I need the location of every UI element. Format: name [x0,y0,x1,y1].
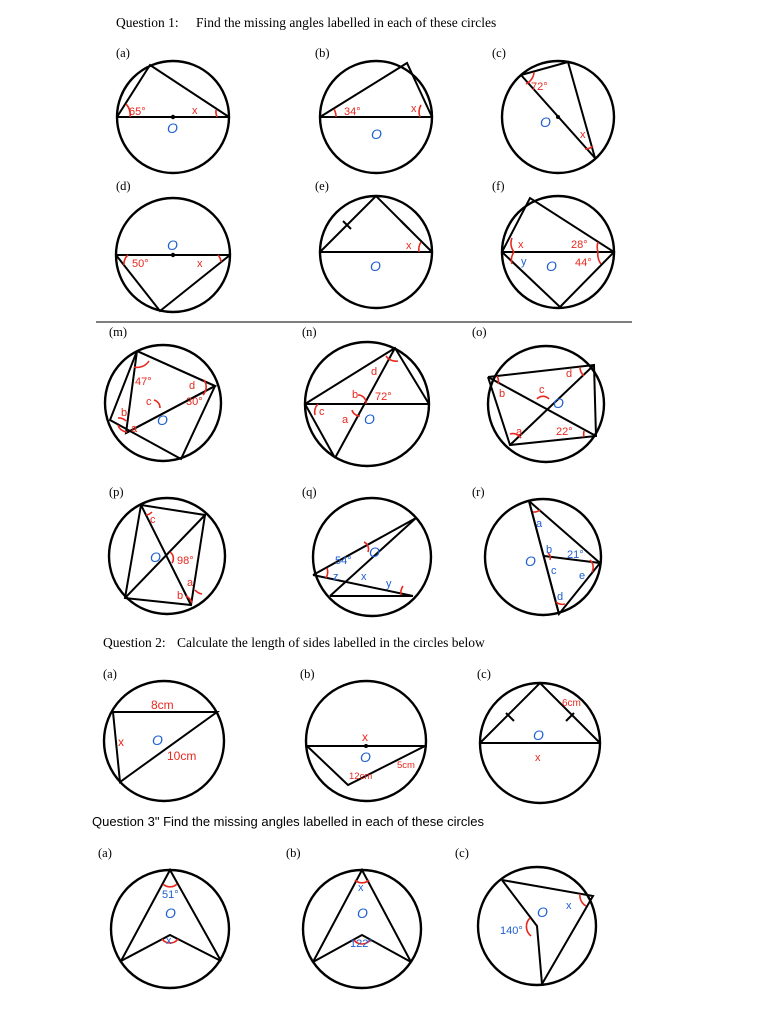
q1r-angle-b: b [546,544,553,556]
q2a-side-10cm: 10cm [167,749,197,763]
q1c-angle-72: 72° [531,81,548,93]
q1d-angle-arc-50 [124,255,128,265]
q1c-label: (c) [492,46,506,60]
q3a-centre-label: O [165,905,176,921]
q2c-centre-label: O [533,727,544,743]
q1p-arc-a [195,590,202,594]
q1r-angle-e: e [579,570,586,582]
q3b-angle-x: x [358,882,364,894]
q1o-angle-22: 22° [556,426,573,438]
q1r-arc-a [533,510,540,512]
q1p-angle-a: a [187,577,194,589]
q1p-centre-label: O [150,549,161,565]
q1d-centre-label: O [167,237,178,253]
q1f-angle-arc-x [511,238,514,252]
q1p-angle-98: 98° [177,555,194,567]
q1-instruction: Find the missing angles labelled in each of these circles [196,15,497,30]
q3c-label: (c) [455,846,469,860]
q1q-chord-1 [313,518,416,575]
q1p-label: (p) [109,485,124,499]
q1f-angle-28: 28° [571,239,588,251]
q1n-angle-72: 72° [375,391,392,403]
q1m-angle-c: c [146,396,152,408]
q2c-diagram [480,683,600,803]
q1b-diagram [320,61,432,173]
q2b-diagram [306,681,426,801]
q1n-arc-c [315,404,318,415]
q2b-centre-label: O [360,749,371,765]
q1m-label: (m) [109,325,128,339]
q1a-angle-arc-x [216,110,217,117]
q1b-angle-34: 34° [344,106,361,118]
q3a-arc-51 [163,884,177,887]
q1q-centre-label: O [369,544,380,560]
q1f-angle-y: y [521,256,527,268]
q1q-label: (q) [302,485,317,499]
q1e-tick-right [401,221,409,229]
q1f-diagram [502,196,614,308]
q1q-angle-54: 54° [335,555,352,567]
q1r-diagram [485,499,601,615]
q3c-diagram [478,867,596,985]
q1d-angle-50: 50° [132,258,149,270]
q2a-triangle [113,712,217,782]
q1r-centre-label: O [525,553,536,569]
q2a-diagram [104,681,224,801]
q1q-arc-z [326,568,328,578]
q1e-centre-label: O [370,258,381,274]
q1d-angle-arc-x [218,255,221,262]
q2b-side-5cm: 5cm [397,760,415,771]
q1o-angle-a: a [516,426,523,438]
q3c-centre-label: O [537,904,548,920]
q1o-diag-2 [510,365,594,445]
q1d-angle-x: x [197,258,203,270]
q1q-angle-x: x [361,571,367,583]
q2a-side-8cm: 8cm [151,698,174,712]
q1d-diagram [116,198,230,312]
q1p-angle-c: c [150,514,156,526]
q1p-diagram [109,498,225,614]
q1f-angle-arc-44 [598,252,601,264]
q2b-side-x: x [362,730,368,744]
q1c-diagram [502,61,614,173]
q1c-triangle [521,62,595,158]
q1o-circle [488,346,604,462]
q2b-centre-dot [364,744,368,748]
q1d-label: (d) [116,179,131,193]
q2a-side-x: x [118,735,124,749]
q1o-angle-c: c [539,384,545,396]
q1m-diagram [105,345,221,461]
q1a-angle-65: 65° [129,106,146,118]
q1f-angle-x: x [518,239,524,251]
q2c-side-6cm: 6cm [562,698,581,709]
q1q-angle-y: y [386,578,392,590]
q2b-label: (b) [300,667,315,681]
q1o-arc-c [537,396,549,399]
q1n-angle-b: b [352,389,359,401]
q3c-angle-x: x [566,900,572,912]
q1n-angle-d: d [371,366,378,378]
q1n-label: (n) [302,325,317,339]
q2c-label: (c) [477,667,491,681]
q2b-side-12cm: 12cm [349,771,373,782]
q1e-triangle [320,196,432,252]
q3b-angle-122: 122° [350,938,373,950]
q1m-centre-label: O [157,412,168,428]
q1n-upper-triangle [305,348,429,404]
q1r-angle-21: 21° [567,549,584,561]
q1o-angle-b: b [499,388,506,400]
q1n-diagram [305,342,429,466]
q1o-centre-label: O [553,395,564,411]
q1b-angle-arc-34 [334,109,336,117]
q1r-angle-c: c [551,565,557,577]
q1b-angle-arc-x [419,105,421,117]
q3a-diagram [111,870,229,988]
q2c-side-x: x [535,752,541,764]
q1r-angle-d: d [557,591,564,603]
q1c-centre-label: O [540,114,551,130]
q1m-angle-d: d [189,380,196,392]
q1r-label: (r) [472,485,485,499]
q1m-angle-a: a [131,423,138,435]
q1f-label: (f) [492,179,505,193]
q3c-arc-x [580,894,586,906]
q1m-chord [126,386,215,433]
q1p-arc-98 [170,552,173,563]
q3c-angle-140: 140° [500,925,523,937]
q1o-label: (o) [472,325,487,339]
q1o-quad [488,365,596,445]
q1m-angle-30: 30° [186,396,203,408]
q3b-label: (b) [286,846,301,860]
q1q-diagram [313,498,431,616]
q1f-centre-label: O [546,258,557,274]
q1c-centre-dot [556,115,560,119]
q1f-angle-arc-28 [597,242,598,252]
q1b-angle-x: x [411,103,417,115]
q1e-label: (e) [315,179,329,193]
q3a-circle [111,870,229,988]
q3a-angle-x: x [166,935,172,947]
q1e-diagram [320,196,432,308]
q3a-angle-51: 51° [162,889,179,901]
q1m-angle-b: b [121,407,128,419]
q1e-angle-arc-x [419,242,421,252]
q1a-label: (a) [116,46,130,60]
q1o-diagram [488,346,604,462]
q3b-diagram [303,870,421,988]
q1n-centre-label: O [364,411,375,427]
q3c-arc-140 [526,918,531,936]
q1b-label: (b) [315,46,330,60]
q2a-centre-label: O [152,732,163,748]
q2-instruction: Calculate the length of sides labelled in the circles below [177,635,485,650]
q1c-angle-x: x [580,129,586,141]
q1b-centre-label: O [371,126,382,142]
q1f-angle-44: 44° [575,257,592,269]
q1m-angle-47: 47° [135,376,152,388]
q1o-angle-d: d [566,368,573,380]
q3a-label: (a) [98,846,112,860]
q1a-centre-dot [171,115,175,119]
q1m-arc-c [154,400,160,408]
q1q-angle-z: z [333,571,339,583]
q1p-angle-b: b [177,590,184,602]
q1a-diagram [117,61,229,173]
q1r-angle-a: a [536,518,543,530]
q1o-arc-d [580,367,584,376]
q2a-label: (a) [103,667,117,681]
q1-label: Question 1: [116,15,179,30]
q1n-angle-a: a [342,414,349,426]
q3-instruction: Question 3" Find the missing angles labelled in each of these circles [92,814,484,829]
q3b-centre-label: O [357,905,368,921]
q2-label: Question 2: [103,635,166,650]
q1a-centre-label: O [167,120,178,136]
q1a-angle-x: x [192,105,198,117]
q1d-centre-dot [171,253,175,257]
q1e-angle-x: x [406,240,412,252]
q1n-angle-c: c [319,406,325,418]
